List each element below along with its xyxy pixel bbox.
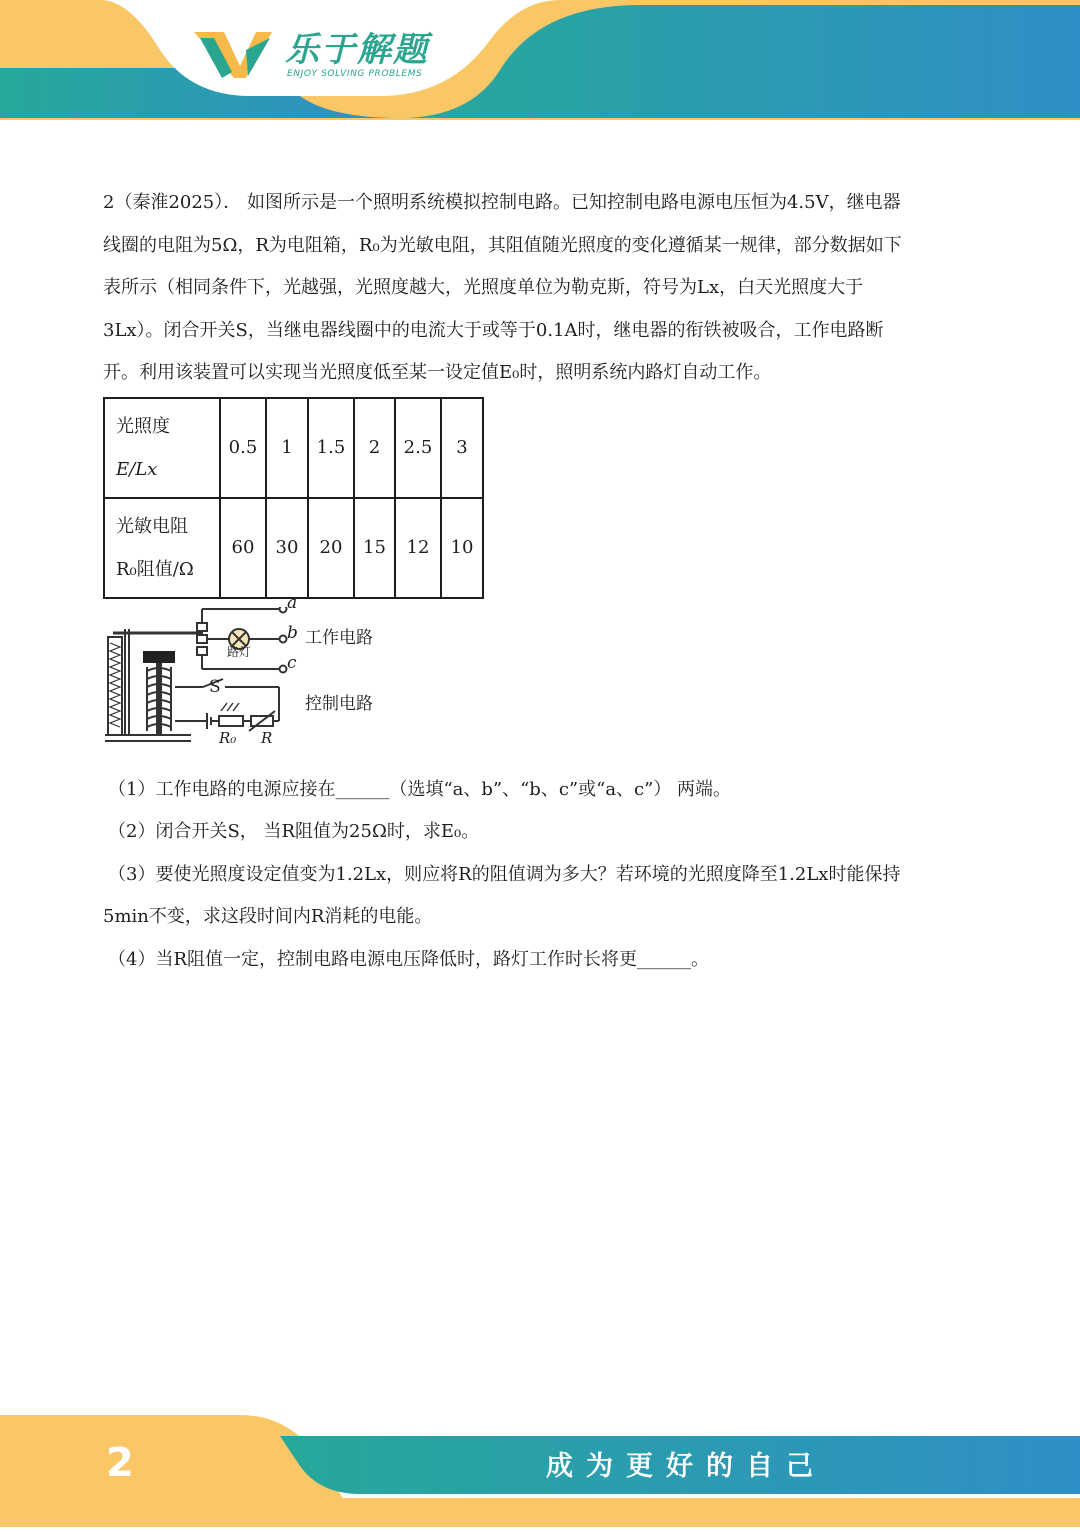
question-item: （2）闭合开关S， 当R阻值为25Ω时，求E₀。 bbox=[108, 821, 480, 842]
intro-line: 线圈的电阻为5Ω，R为电阻箱，R₀为光敏电阻，其阻值随光照度的变化遵循某一规律，部分数据如下 bbox=[103, 234, 902, 256]
table-header-cell bbox=[104, 398, 220, 498]
table-cell: 3 bbox=[441, 398, 483, 498]
intro-line: 表所示（相同条件下，光越强，光照度越大，光照度单位为勒克斯，符号为Lx，白天光照度大于 bbox=[103, 277, 864, 298]
intro-line: 开。利用该装置可以实现当光照度低至某一设定值E₀时，照明系统内路灯自动工作。 bbox=[103, 362, 772, 383]
question-item: （3）要使光照度设定值变为1.2Lx，则应将R的阻值调为多大？若环境的光照度降至1.2Lx时能保持 bbox=[108, 863, 901, 885]
footer-banner bbox=[0, 1410, 1080, 1527]
page-footer bbox=[0, 1410, 1080, 1527]
brand-tagline: ENJOY SOLVING PROBLEMS bbox=[287, 69, 423, 79]
table-header-cell bbox=[104, 498, 220, 598]
intro-line: 3Lx）。闭合开关S，当继电器线圈中的电流大于或等于0.1A时，继电器的衔铁被吸合，工作电路断 bbox=[103, 319, 884, 341]
table-label: 光照度 bbox=[116, 415, 170, 437]
table-cell: 1 bbox=[266, 398, 308, 498]
table-cell: 20 bbox=[308, 498, 354, 598]
table-cell: 1.5 bbox=[308, 398, 354, 498]
table-cell: 60 bbox=[220, 498, 266, 598]
circuit-diagram bbox=[103, 592, 503, 767]
table-label: 光敏电阻 bbox=[116, 515, 188, 537]
data-table bbox=[103, 397, 484, 599]
questions bbox=[103, 769, 983, 982]
table-row bbox=[104, 398, 483, 498]
r0-label: R₀ bbox=[219, 728, 237, 747]
table-cell: 30 bbox=[266, 498, 308, 598]
footer-slogan: 成为更好的自己 bbox=[546, 1451, 826, 1482]
question-item: 5min不变，求这段时间内R消耗的电能。 bbox=[103, 906, 433, 927]
terminal-a-label: a bbox=[287, 592, 298, 613]
light-arrows-icon bbox=[221, 703, 239, 711]
table-cell: 2 bbox=[354, 398, 395, 498]
table-label: R₀阻值/Ω bbox=[116, 558, 194, 580]
table-cell: 2.5 bbox=[395, 398, 441, 498]
header-banner bbox=[0, 0, 1080, 130]
table-cell: 0.5 bbox=[220, 398, 266, 498]
table-cell: 15 bbox=[354, 498, 395, 598]
table-cell: 10 bbox=[441, 498, 483, 598]
terminal-c-label: c bbox=[287, 652, 297, 673]
r-label: R bbox=[261, 728, 273, 747]
table-label: E/Lx bbox=[116, 458, 158, 480]
table-cell: 12 bbox=[395, 498, 441, 598]
control-circuit-label: 控制电路 bbox=[305, 693, 373, 714]
switch-label: S bbox=[209, 676, 221, 697]
intro-line: 2（秦淮2025）． 如图所示是一个照明系统模拟控制电路。已知控制电路电源电压恒为4.5V，继电器 bbox=[103, 192, 901, 213]
question-item: （4）当R阻值一定，控制电路电源电压降低时，路灯工作时长将更______。 bbox=[108, 948, 710, 970]
lamp-label: 路灯 bbox=[227, 644, 252, 659]
work-circuit-label: 工作电路 bbox=[305, 627, 373, 648]
question-item: （1）工作电路的电源应接在______（选填“a、b”、“b、c”或“a、c”） 两端。 bbox=[108, 778, 732, 800]
terminal-b-label: b bbox=[287, 622, 298, 643]
brand-name: 乐于解题 bbox=[285, 30, 429, 70]
circuit-drawing bbox=[103, 607, 503, 767]
table-row bbox=[104, 498, 483, 598]
problem-content bbox=[103, 182, 983, 981]
page-number: 2 bbox=[106, 1440, 134, 1486]
page-header bbox=[0, 0, 1080, 130]
